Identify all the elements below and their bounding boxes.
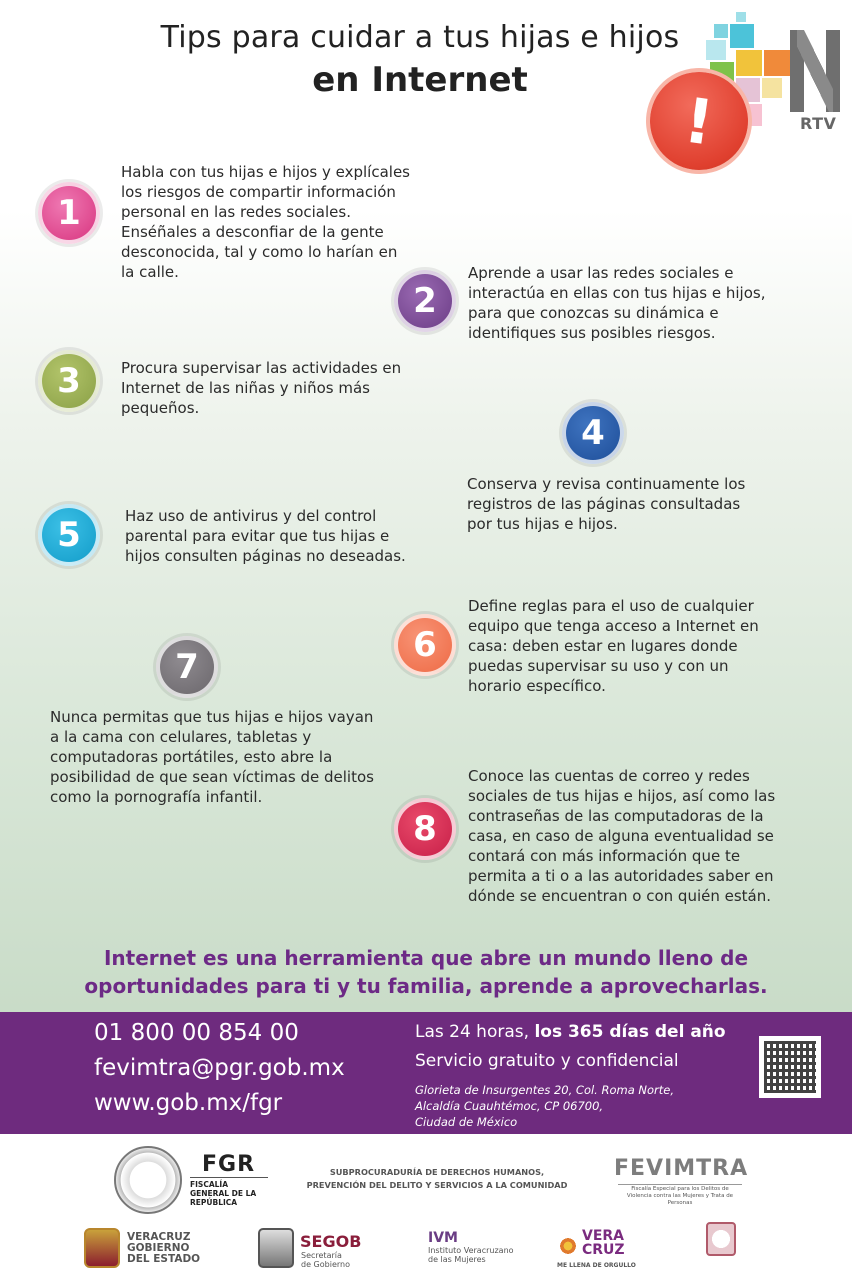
logo-pixel: [714, 24, 728, 38]
title-line-1: Tips para cuidar a tus hijas e hijos: [160, 20, 680, 55]
vera-line-2: CRUZ: [582, 1242, 625, 1258]
tip-text-5: Haz uso de antivirus y del control parental para evitar que tus hijas e hijos consulten páginas no deseadas.: [125, 507, 406, 565]
tip-number-6: 6: [394, 614, 456, 676]
ivm-sub-line-2: de las Mujeres: [428, 1255, 486, 1264]
vera-line-1: VERA: [582, 1228, 625, 1244]
logo-pixel: [736, 50, 762, 76]
subprocuraduria-label: [306, 1166, 568, 1192]
tip-text-1: Habla con tus hijas e hijos y explícales los riesgos de compartir información personal en las redes sociales. Enséñales a desconfiar de la gente desconocida, tal y como lo harían en la calle.: [121, 163, 410, 281]
logo-pixel: [736, 12, 746, 22]
logo-pixel: [706, 40, 726, 60]
fevimtra-logo-text: FEVIMTRA: [614, 1156, 749, 1181]
subprocuraduria-line-1: SUBPROCURADURÍA DE DERECHOS HUMANOS,: [329, 1167, 545, 1177]
tip-text-7: Nunca permitas que tus hijas e hijos vayan a la cama con celulares, tabletas y computadoras portátiles, esto abre la posibilidad de que sean víctimas de delitos como la pornografía infantil.: [50, 708, 374, 806]
ivm-sub-line-1: Instituto Veracruzano: [428, 1246, 514, 1255]
fgr-logo-text: FGR: [202, 1152, 256, 1177]
logo-n-diagonal: [797, 30, 833, 112]
tagline-line-2: oportunidades para ti y tu familia, aprende a aprovecharlas.: [84, 974, 768, 998]
logo-pixel: [762, 78, 782, 98]
institution-seal-icon: [706, 1222, 736, 1256]
address-line-1: Glorieta de Insurgentes 20, Col. Roma Norte,: [415, 1083, 675, 1097]
segob-logo-text: SEGOB: [300, 1232, 362, 1251]
segob-sub-line-1: Secretaría: [301, 1251, 342, 1260]
address-line-3: Ciudad de México: [415, 1115, 518, 1129]
service-hours: [415, 1022, 726, 1042]
contact-website[interactable]: www.gob.mx/fgr: [94, 1090, 283, 1116]
tip-number-3: 3: [38, 350, 100, 412]
subprocuraduria-line-2: PREVENCIÓN DEL DELITO Y SERVICIOS A LA COMUNIDAD: [306, 1180, 568, 1190]
veracruz-shield-icon: [84, 1228, 120, 1268]
service-hours-bold: los 365 días del año: [534, 1022, 726, 1042]
ivm-logo-text: IVM: [428, 1230, 458, 1246]
fgr-logo: [190, 1152, 268, 1207]
rtv-text: RTV: [800, 114, 837, 133]
tip-number-1: 1: [38, 182, 100, 244]
title-line-2: en Internet: [312, 60, 528, 100]
service-description: Servicio gratuito y confidencial: [415, 1051, 679, 1071]
mexico-seal-icon: [114, 1146, 182, 1214]
vera-flower-icon: [558, 1236, 578, 1256]
tip-text-2: Aprende a usar las redes sociales e interactúa en ellas con tus hijas e hijos, para que conozcas su dinámica e identifiques sus posibles riesgos.: [468, 264, 766, 342]
qr-code-pattern: [764, 1041, 816, 1093]
vera-cruz-slogan: ME LLENA DE ORGULLO: [557, 1262, 636, 1269]
alert-icon: !: [644, 66, 755, 177]
contact-email[interactable]: fevimtra@pgr.gob.mx: [94, 1055, 345, 1081]
logo-pixel: [730, 24, 754, 48]
tip-number-4: 4: [562, 402, 624, 464]
contact-phone[interactable]: 01 800 00 854 00: [94, 1020, 299, 1046]
ivm-subtitle: [428, 1246, 514, 1264]
tip-number-5: 5: [38, 504, 100, 566]
tip-text-4: Conserva y revisa continuamente los registros de las páginas consultadas por tus hijas e hijos.: [467, 475, 746, 533]
tip-number-7: 7: [156, 636, 218, 698]
tagline: [60, 944, 792, 1000]
segob-shield-icon: [258, 1228, 294, 1268]
qr-code-icon[interactable]: [759, 1036, 821, 1098]
tip-number-8: 8: [394, 798, 456, 860]
tagline-line-1: Internet es una herramienta que abre un mundo lleno de: [103, 946, 749, 970]
logo-pixel: [764, 50, 790, 76]
segob-sub-line-2: de Gobierno: [301, 1260, 350, 1269]
veracruz-line-2: GOBIERNO: [127, 1242, 190, 1254]
address-line-2: Alcaldía Cuauhtémoc, CP 06700,: [415, 1099, 604, 1113]
veracruz-line-1: VERACRUZ: [127, 1231, 191, 1243]
service-hours-prefix: Las 24 horas,: [415, 1022, 530, 1042]
veracruz-government-label: [127, 1232, 200, 1265]
fgr-logo-subtitle: FISCALÍA GENERAL DE LA REPÚBLICA: [190, 1177, 268, 1207]
fevimtra-logo-subtitle: Fiscalía Especial para los Delitos de Violencia contra las Mujeres y Trata de Personas: [618, 1184, 742, 1207]
tip-number-2: 2: [394, 270, 456, 332]
tip-text-8: Conoce las cuentas de correo y redes sociales de tus hijas e hijos, así como las contraseñas de las computadoras de la casa, en caso de alguna eventualidad se contará con más información que te permita a ti o a las autoridades saber en dónde se encuentran o con quién están.: [468, 767, 776, 905]
veracruz-line-3: DEL ESTADO: [127, 1253, 201, 1265]
tip-text-6: Define reglas para el uso de cualquier equipo que tenga acceso a Internet en casa: deben estar en lugares donde puedas supervisar su uso y con un horario específico.: [468, 597, 759, 695]
vera-cruz-logo: [582, 1229, 625, 1257]
tip-text-3: Procura supervisar las actividades en Internet de las niñas y niños más pequeños.: [121, 359, 402, 417]
segob-subtitle: [301, 1251, 350, 1269]
